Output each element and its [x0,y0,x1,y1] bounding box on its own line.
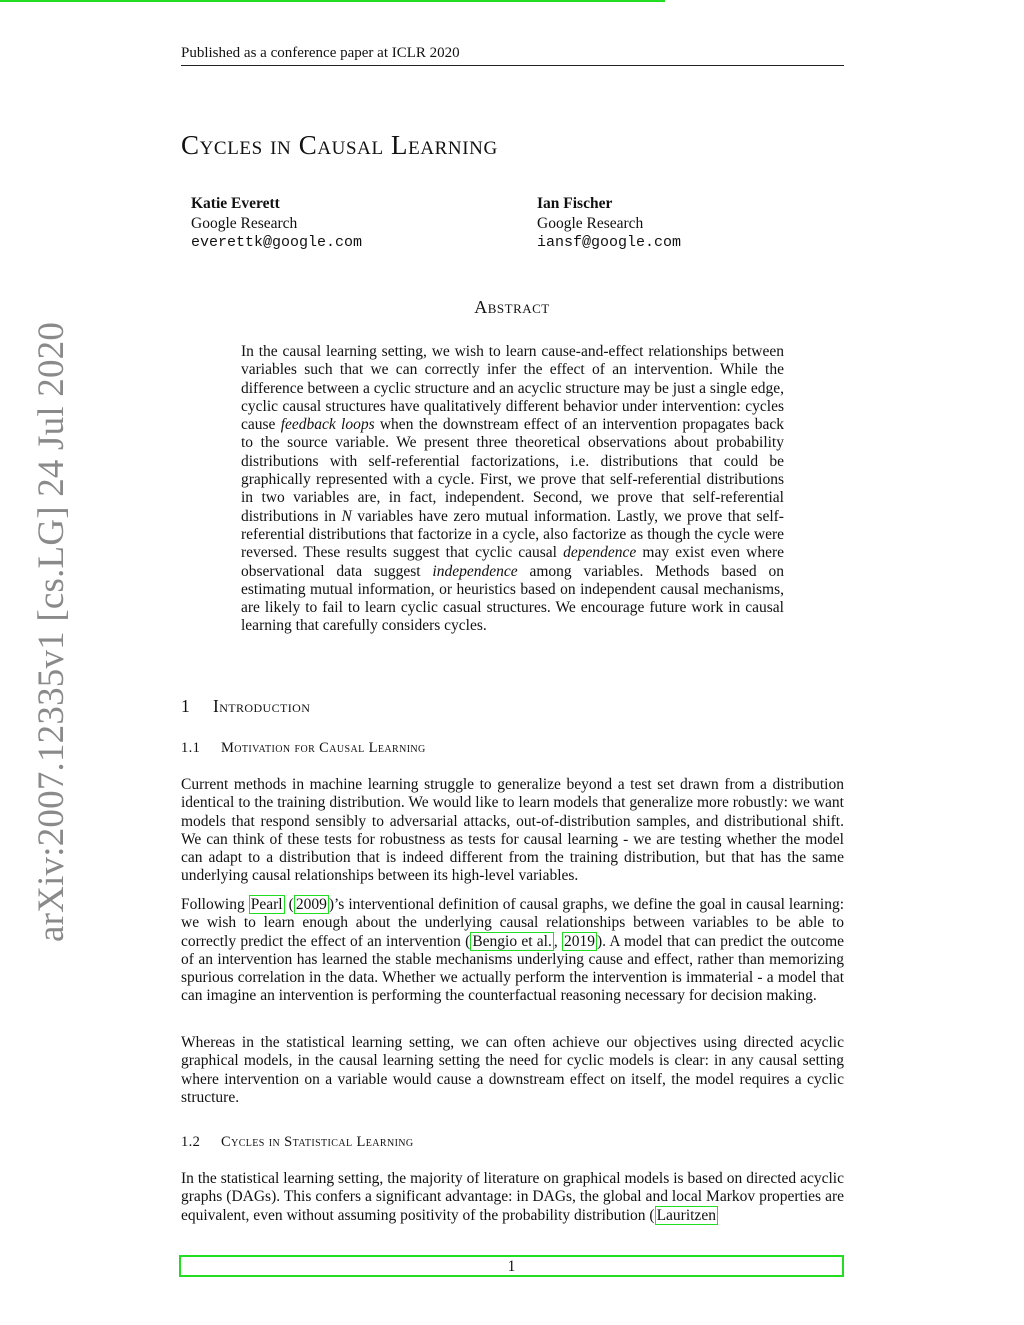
author-name: Katie Everett [191,195,280,212]
math-variable: N [341,507,352,525]
abstract-text: when the downstream effect of an intervention propagates back to the source variable. We present three theoretical observations about probability distributions with self-referential factorizations, i.e. distributions that could be graphically represented with a cycle. First, we prove that self-referential distributions in two variables are, in fact, independent. Second, we prove that self-referential distributions in [241,416,785,525]
page-number: 1 [507,1258,516,1275]
subsection-heading [181,740,426,757]
author-email: iansf@google.com [537,234,682,251]
citation-link[interactable]: Pearl [250,896,283,913]
abstract-body [241,343,784,636]
body-paragraph [181,1170,844,1225]
subsection-number: 1.2 [181,1134,201,1150]
text-run: Following [181,896,249,913]
section-heading [181,696,310,717]
section-number: 1 [181,696,191,716]
text-run: In the statistical learning setting, the majority of literature on graphical models is based on directed acyclic graphs (DAGs). This confers a significant advantage: in DAGs, the global and local Markov properties are equivalent, even without assuming positivity of the probability distribution ( [181,1170,844,1224]
paragraph-text [181,1170,844,1225]
subsection-heading [181,1134,414,1151]
text-run: ( [284,896,294,913]
citation-link[interactable]: 2009 [295,896,327,913]
subsection-title: Cycles in Statistical Learning [221,1134,414,1150]
abstract-emphasis: independence [432,562,518,580]
subsection-title: Motivation for Causal Learning [221,740,426,756]
author-block-2 [537,194,681,253]
text-run: ). A model that can predict the outcome of an intervention has learned the stable mechanisms underlying cause and effect, rather than memorizing spurious correlation in the data. Whether we actually perform the intervention is immaterial - a model that can imagine an intervention is performing the counterfactual reasoning necessary for decision making. [181,932,845,1005]
running-head: Published as a conference paper at ICLR 2020 [181,44,844,66]
abstract-paragraph [241,343,784,636]
abstract-text: among variables. Methods based on estimating mutual information, or heuristics based on independent causal mechanisms, are likely to fail to learn cyclic casual structures. We encourage future work in causal learning that carefully considers cycles. [241,562,784,635]
subsection-number: 1.1 [181,740,201,756]
abstract-text: variables have zero mutual information. Lastly, we prove that self-referential distributions that factorize in a cycle, also factorize as though the cycle were reversed. These results suggest that cyclic causal [241,507,784,562]
citation-link[interactable]: Bengio et al. [472,932,552,950]
text-run: )’s interventional definition of causal graphs, we define the goal in causal learning: we wish to learn enough about the underlying causal relationships between variables to be able to correctly predict the effect of an intervention ( [181,896,845,950]
paper-title: Cycles in Causal Learning [181,130,498,160]
author-block-1 [191,194,362,253]
abstract-text: In the causal learning setting, we wish to learn cause-and-effect relationships between variables such that we can correctly infer the effect of an intervention. While the difference between a cyclic structure and an acyclic structure may be just a single edge, cyclic causal structures have qualitatively different behavior under intervention: cycles cause [241,343,784,434]
author-name: Ian Fischer [537,195,613,212]
author-email: everettk@google.com [191,234,363,251]
text-run: , [553,932,562,950]
body-paragraph [181,776,844,886]
top-highlight-line [0,0,665,2]
arxiv-side-stamp: arXiv:2007.12335v1 [cs.LG] 24 Jul 2020 [31,321,72,942]
section-title: Introduction [213,696,311,716]
abstract-heading: Abstract [474,297,550,317]
body-paragraph [181,896,844,1006]
paragraph-text: Current methods in machine learning struggle to generalize beyond a test set drawn from a distribution identical to the training distribution. We would like to learn models that generalize more robustly: we want models that respond sensibly to adversarial attacks, out-of-distribution samples, and distributional shift. We can think of these tests for robustness as tests for causal learning - we are testing whether the model can adapt to a distribution that is indeed different from the training distribution, but that has the same underlying causal relationships between its high-level variables. [181,776,844,885]
author-affiliation: Google Research [537,214,644,232]
body-paragraph [181,1034,844,1107]
citation-link[interactable]: Lauritzen [656,1206,716,1224]
paragraph-text [181,896,844,1006]
citation-link[interactable]: 2019 [563,932,595,950]
abstract-emphasis: feedback loops [280,416,375,434]
author-affiliation: Google Research [191,214,298,232]
paragraph-text: Whereas in the statistical learning setting, we can often achieve our objectives using directed acyclic graphical models, in the causal learning setting the need for cyclic models is clear: in any causal setting where intervention on a variable would cause a downstream effect on itself, the model requires a cyclic structure. [181,1034,844,1106]
abstract-emphasis: dependence [563,544,637,562]
abstract-text: may exist even where observational data suggest [241,544,784,580]
page-number-link[interactable] [179,1255,844,1277]
